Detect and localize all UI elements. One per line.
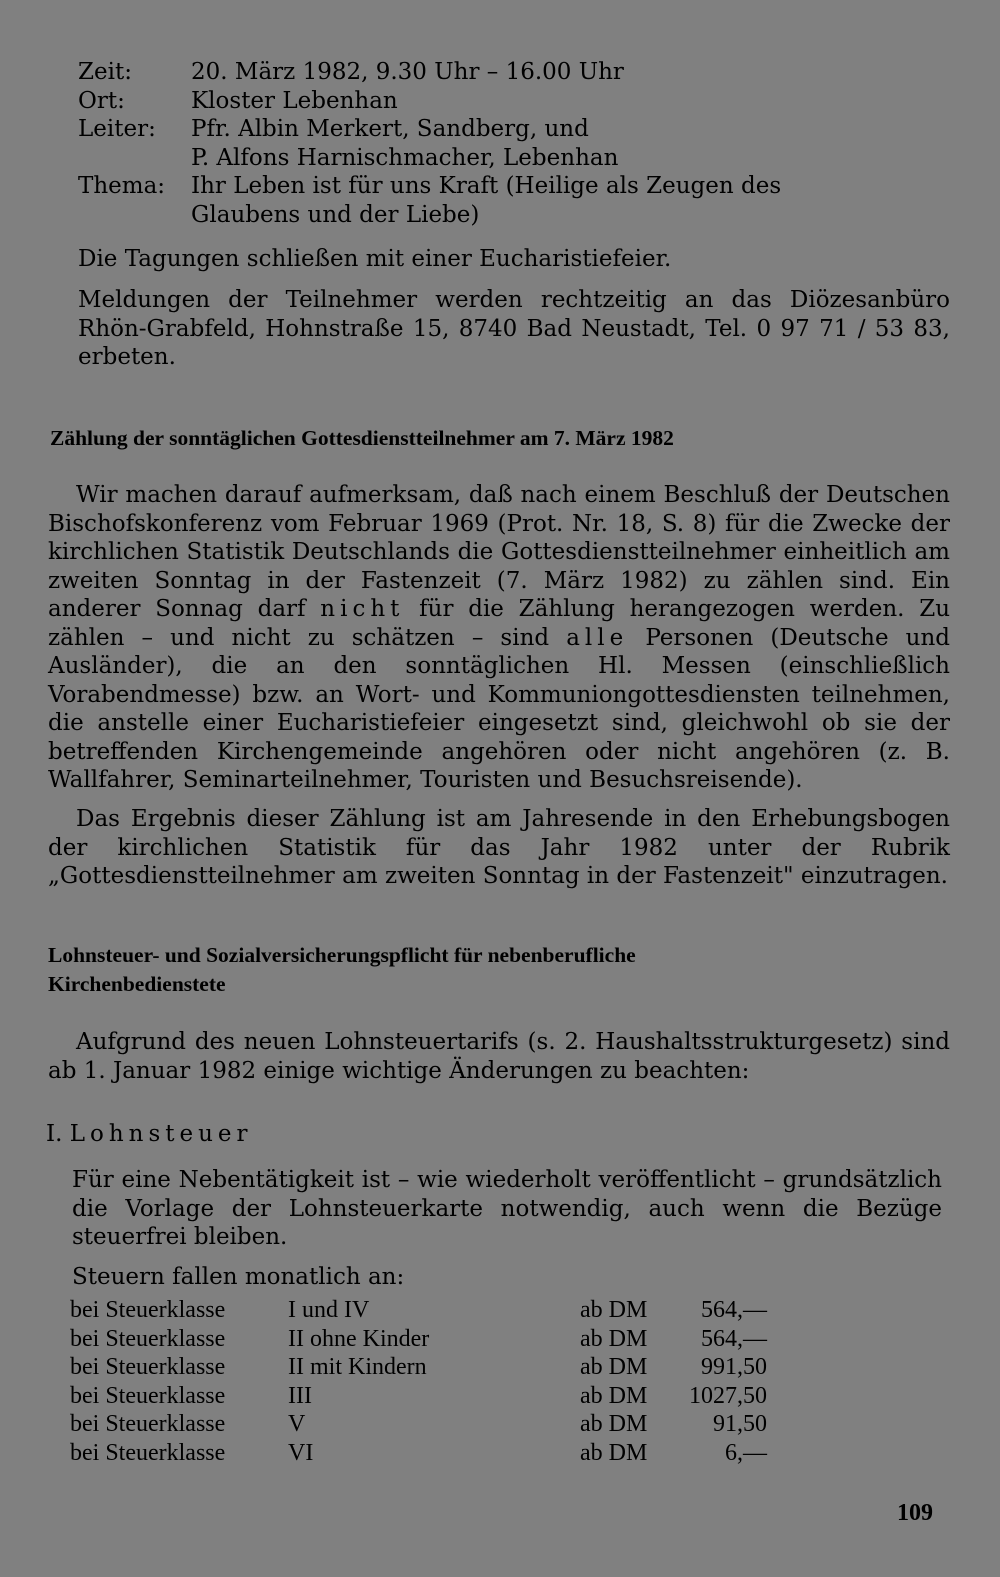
- table-cell: II ohne Kinder: [288, 1325, 430, 1352]
- table-cell: II mit Kindern: [288, 1354, 427, 1381]
- text-run: Wir machen darauf aufmerksam, daß nach einem Beschluß der Deutschen Bischofskonferenz vom Februar 1969 (Prot. Nr. 18, S. 8) für die Zwecke der kirchlichen Statistik Deutschlands die Gottesdienstteilnehmer einheitlich am zweiten Sonntag in der Fastenzeit (7. März 1982) zu zählen sind. Ein anderer Sonnag darf: [48, 482, 950, 622]
- table-cell: 564,—: [701, 1325, 767, 1352]
- info-label: Leiter:: [78, 116, 156, 142]
- table-cell: 1027,50: [689, 1382, 767, 1409]
- table-cell: ab DM: [580, 1382, 648, 1409]
- table-row: [70, 1382, 767, 1411]
- table-intro: Steuern fallen monatlich an:: [72, 1264, 405, 1290]
- info-row-leader-cont: [78, 144, 958, 173]
- table-cell: VI: [288, 1439, 314, 1466]
- subsection-number: I.: [46, 1121, 63, 1147]
- info-value: Kloster Lebenhan: [191, 87, 398, 114]
- table-cell: ab DM: [580, 1411, 648, 1438]
- paragraph: [48, 481, 950, 795]
- info-value: P. Alfons Harnischmacher, Lebenhan: [191, 144, 619, 171]
- table-cell: bei Steuerklasse: [70, 1411, 226, 1438]
- info-value: Ihr Leben ist für uns Kraft (Heilige als Zeugen des Glaubens und der Liebe): [191, 173, 782, 228]
- info-row-leader: [78, 115, 958, 144]
- table-cell: V: [288, 1411, 306, 1438]
- page-number: 109: [897, 1500, 933, 1526]
- section-heading: Zählung der sonntäglichen Gottesdienstteilnehmer am 7. März 1982: [50, 426, 674, 450]
- text-run: Personen (Deutsche und Ausländer), die an den sonntäglichen Hl. Messen (einschließlich Vorabendmesse) bzw. an Wort- und Kommuniongottesdiensten teilnehmen, die anstelle einer Eucharistiefeier eingesetzt sind, gleichwohl ob sie der betreffenden Kirchengemeinde angehören oder nicht angehören (z. B. Wallfahrer, Seminarteilnehmer, Touristen und Besuchsreisende).: [48, 624, 950, 793]
- table-cell: 6,—: [725, 1439, 767, 1466]
- info-row-time: [78, 58, 958, 87]
- info-label: Thema:: [78, 173, 166, 199]
- info-row-topic: [78, 172, 958, 229]
- section-heading: [48, 941, 636, 998]
- info-value: Pfr. Albin Merkert, Sandberg, und: [191, 116, 589, 142]
- table-row: [70, 1296, 767, 1325]
- emphasis: alle: [566, 624, 629, 651]
- heading-line: Lohnsteuer- und Sozialversicherungspflicht für nebenberufliche: [48, 943, 636, 967]
- table-cell: III: [288, 1382, 312, 1409]
- paragraph: Das Ergebnis dieser Zählung ist am Jahresende in den Erhebungsbogen der kirchlichen Statistik für das Jahr 1982 unter der Rubrik „Gottesdienstteilnehmer am zweiten Sonntag in der Fastenzeit" einzutragen.: [48, 806, 950, 889]
- info-value: 20. März 1982, 9.30 Uhr – 16.00 Uhr: [191, 59, 624, 85]
- info-label: [78, 144, 191, 173]
- table-cell: bei Steuerklasse: [70, 1325, 226, 1352]
- table-cell: ab DM: [580, 1354, 648, 1381]
- table-cell: 91,50: [713, 1411, 767, 1438]
- info-label: Ort:: [78, 87, 125, 114]
- table-cell: bei Steuerklasse: [70, 1297, 226, 1323]
- tax-class-table: [70, 1296, 767, 1468]
- table-cell: 564,—: [701, 1297, 767, 1323]
- table-cell: bei Steuerklasse: [70, 1354, 226, 1381]
- table-cell: ab DM: [580, 1297, 648, 1323]
- table-row: [70, 1439, 767, 1468]
- table-row: [70, 1325, 767, 1354]
- subsection-title: Lohnsteuer: [69, 1121, 253, 1147]
- paragraph: Für eine Nebentätigkeit ist – wie wiederholt veröffentlicht – grundsätzlich die Vorlage der Lohnsteuerkarte notwendig, auch wenn die Bezüge steuerfrei bleiben.: [72, 1167, 942, 1250]
- table-cell: I und IV: [288, 1297, 370, 1323]
- registration-note: Meldungen der Teilnehmer werden rechtzeitig an das Diözesanbüro Rhön-Grabfeld, Hohnstraße 15, 8740 Bad Neustadt, Tel. 0 97 71 / 53 83, erbeten.: [78, 287, 950, 370]
- table-cell: ab DM: [580, 1439, 648, 1466]
- subsection-heading: [46, 1120, 253, 1148]
- heading-line: Kirchenbedienstete: [48, 971, 226, 996]
- table-cell: 991,50: [701, 1354, 767, 1381]
- text-run: für die Zählung herangezogen werden. Zu zählen – und nicht zu schätzen – sind: [48, 596, 951, 651]
- info-label: Zeit:: [78, 59, 132, 85]
- table-cell: ab DM: [580, 1325, 648, 1352]
- table-row: [70, 1353, 767, 1382]
- table-cell: bei Steuerklasse: [70, 1439, 226, 1466]
- paragraph: Aufgrund des neuen Lohnsteuertarifs (s. 2. Haushaltsstrukturgesetz) sind ab 1. Januar 1982 einige wichtige Änderungen zu beachten:: [48, 1029, 950, 1084]
- table-cell: bei Steuerklasse: [70, 1382, 226, 1409]
- info-row-place: [78, 87, 958, 116]
- event-info: [78, 58, 958, 229]
- emphasis: nicht: [320, 596, 405, 622]
- closing-note: Die Tagungen schließen mit einer Eucharistiefeier.: [78, 246, 672, 272]
- table-row: [70, 1410, 767, 1439]
